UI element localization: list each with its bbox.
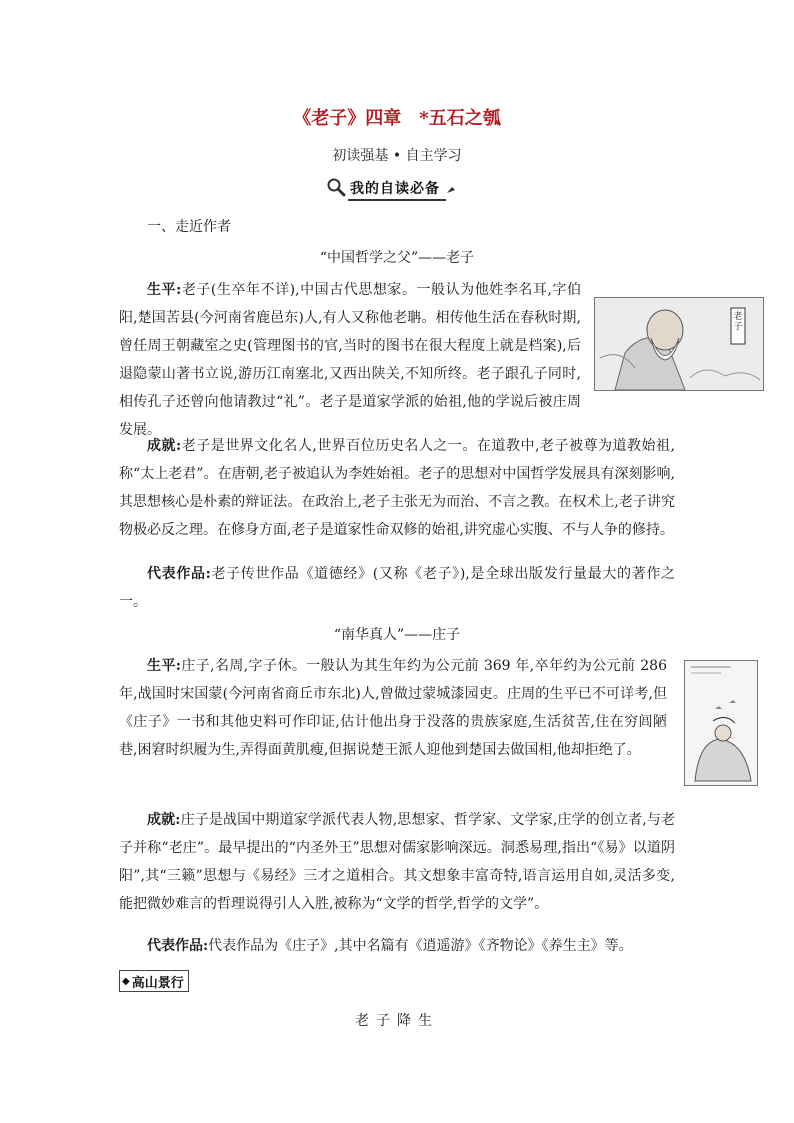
- zhuangzi-works-label: 代表作品:: [147, 938, 209, 954]
- diamond-icon: ◆: [122, 975, 130, 987]
- laozi-achievement-text: 老子是世界文化名人,世界百位历史名人之一。在道教中,老子被尊为道教始祖,称“太上老君”。在唐朝,老子被追认为李姓始祖。老子的思想对中国哲学发展具有深刻影响,其思想核心是朴素的辩证法。在政治上,老子主张无为而治、不言之教。在权术上,老子讲究物极必反之理。在修身方面,老子是道家性命双修的始祖,讲究虚心实腹、不与人争的修持。: [119, 438, 675, 538]
- laozi-life-label: 生平:: [147, 282, 182, 298]
- story-title: 老子降生: [355, 1013, 439, 1029]
- laozi-achievement-label: 成就:: [147, 438, 182, 454]
- laozi-image-caption: 老子: [733, 312, 743, 332]
- magnifier-icon: [326, 177, 346, 201]
- section-tag-label: 高山景行: [131, 975, 184, 991]
- zhuangzi-life-label: 生平:: [147, 658, 181, 674]
- laozi-works-label: 代表作品:: [147, 566, 211, 582]
- zhuangzi-heading: “南华真人”——庄子: [333, 627, 461, 643]
- zhuangzi-achievement-paragraph: [119, 806, 675, 918]
- zhuangzi-achievement-text: 庄子是战国中期道家学派代表人物,思想家、哲学家、文学家,庄学的创立者,与老子并称“老庄”。最早提出的“内圣外王”思想对儒家影响深远。洞悉易理,指出“《易》以道阴阳”,其“三籁”思想与《易经》三才之道相合。其文想象丰富奇特,语言运用自如,灵活多变,能把微妙难言的哲理说得引人入胜,被称为“文学的哲学,哲学的文学”。: [119, 812, 675, 912]
- zhuangzi-life-text: 庄子,名周,字子休。一般认为其生年约为公元前 369 年,卒年约为公元前 286 年,战国时宋国蒙(今河南省商丘市东北)人,曾做过蒙城漆园吏。庄周的生平已不可详考,但《庄子》一书和其他史料可作印证,估计他出身于没落的贵族家庭,生活贫苦,住在穷闾陋巷,困窘时织履为生,弄得面黄肌瘦,但据说楚王派人迎他到楚国去做国相,他却拒绝了。: [119, 658, 667, 758]
- page-subtitle: 初读强基 • 自主学习: [332, 148, 462, 164]
- section-heading: 一、走近作者: [147, 219, 231, 235]
- laozi-works-text: 老子传世作品《道德经》(又称《老子》),是全球出版发行量最大的著作之一。: [119, 566, 675, 610]
- page-title: 《老子》四章 *五石之瓠: [293, 108, 501, 129]
- zhuangzi-life-paragraph: [119, 652, 667, 764]
- laozi-works-paragraph: [119, 560, 675, 616]
- zhuangzi-achievement-label: 成就:: [147, 812, 181, 828]
- zhuangzi-works-text: 代表作品为《庄子》,其中名篇有《逍遥游》《齐物论》《养生主》等。: [208, 938, 633, 954]
- zhuangzi-works-paragraph: [119, 932, 675, 960]
- self-study-badge: [326, 177, 466, 201]
- laozi-life-text: 老子(生卒年不详),中国古代思想家。一般认为他姓李名耳,字伯阳,楚国苦县(今河南省鹿邑东)人,有人又称他老聃。相传他生活在春秋时期,曾任周王朝藏室之史(管理图书的官,当时的图书在很大程度上就是档案),后退隐蒙山著书立说,游历江南塞北,又西出陕关,不知所终。老子跟孔子同时,相传孔子还曾向他请教过“礼”。老子是道家学派的始祖,他的学说后被庄周发展。: [119, 282, 581, 438]
- laozi-life-paragraph: [119, 276, 581, 444]
- laozi-heading: “中国哲学之父”——老子: [319, 250, 475, 266]
- section-tag: [119, 970, 189, 992]
- badge-label: 我的自读必备: [348, 178, 446, 201]
- pen-tip-icon: [446, 180, 460, 199]
- zhuangzi-portrait: [684, 660, 758, 786]
- laozi-portrait: [594, 297, 764, 391]
- laozi-achievement-paragraph: [119, 432, 675, 544]
